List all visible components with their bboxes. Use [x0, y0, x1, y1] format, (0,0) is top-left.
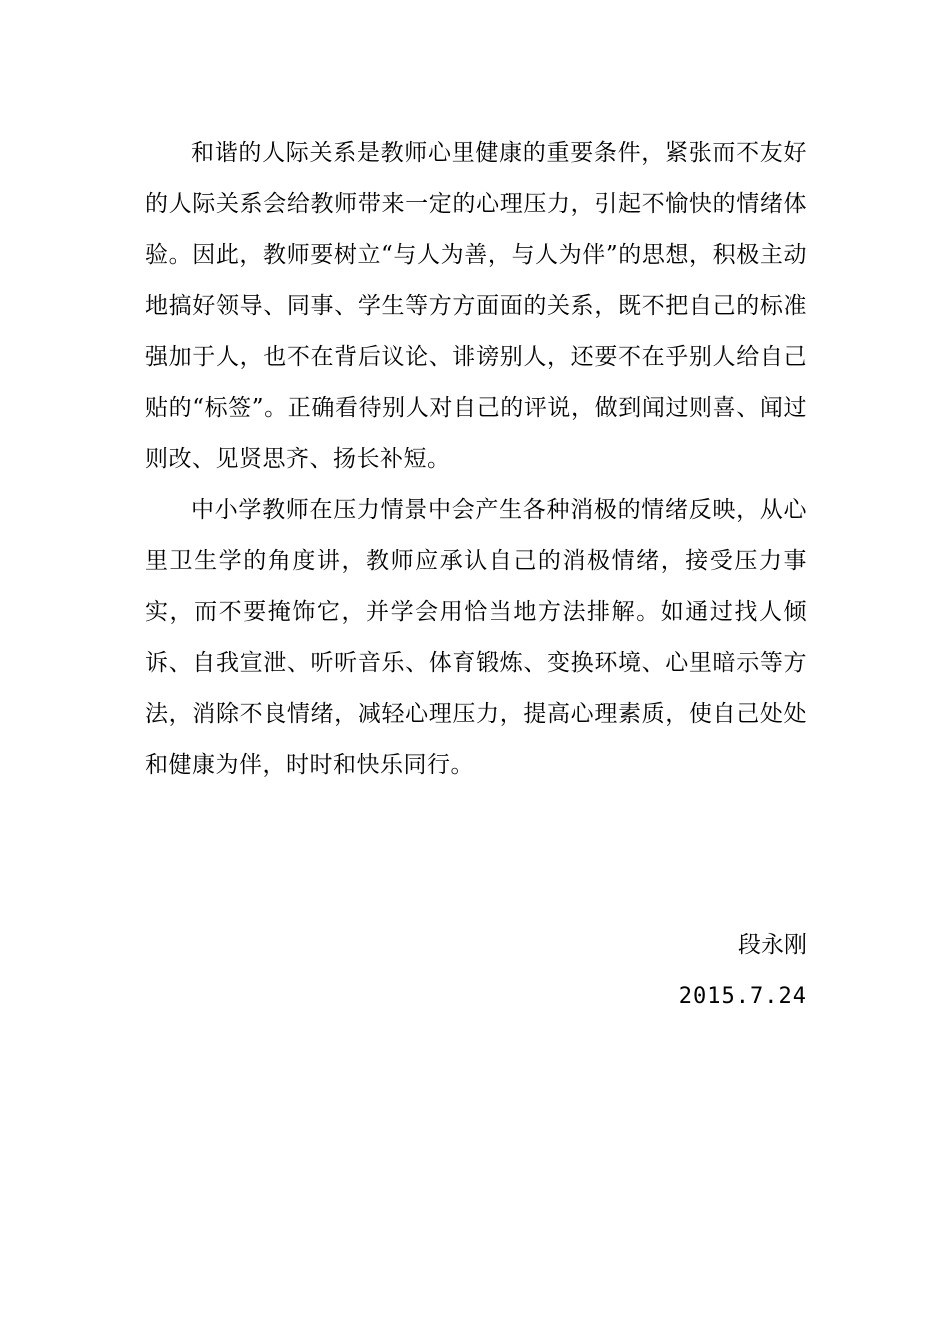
signature-block	[679, 920, 807, 1022]
signature-date: 2015.7.24	[678, 984, 807, 1009]
document-body	[145, 128, 807, 791]
paragraph-emotion-management: 中小学教师在压力情景中会产生各种消极的情绪反映，从心里卫生学的角度讲，教师应承认自己的消极情绪，接受压力事实，而不要掩饰它，并学会用恰当地方法排解。如通过找人倾诉、自我宣泄、听听音乐、体育锻炼、变换环境、心里暗示等方法，消除不良情绪，减轻心理压力，提高心理素质，使自己处处和健康为伴，时时和快乐同行。	[145, 497, 807, 778]
paragraph-interpersonal-relations: 和谐的人际关系是教师心里健康的重要条件，紧张而不友好的人际关系会给教师带来一定的心理压力，引起不愉快的情绪体验。因此，教师要树立“与人为善，与人为伴”的思想，积极主动地搞好领导、同事、学生等方方面面的关系，既不把自己的标准强加于人，也不在背后议论、诽谤别人，还要不在乎别人给自己贴的“标签”。正确看待别人对自己的评说，做到闻过则喜、闻过则改、见贤思齐、扬长补短。	[145, 140, 807, 472]
author-name: 段永刚	[738, 932, 807, 958]
